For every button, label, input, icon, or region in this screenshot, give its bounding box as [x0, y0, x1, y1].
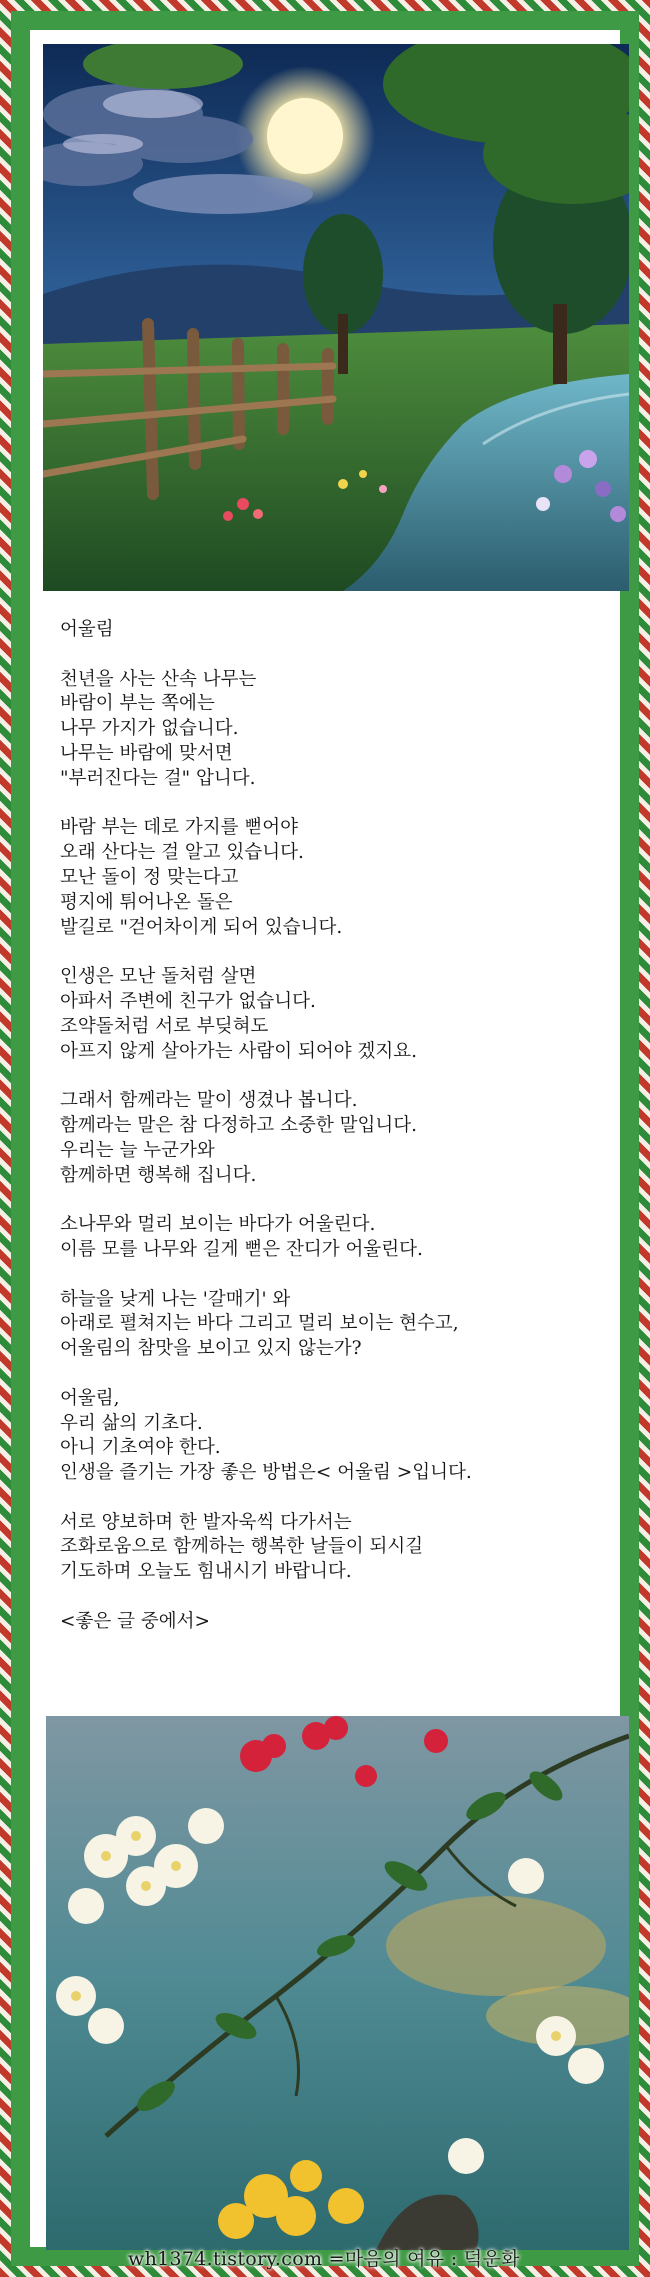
- poem-line: 조약돌처럼 서로 부딪혀도: [60, 1015, 269, 1037]
- poem-line: 오래 산다는 걸 알고 있습니다.: [60, 842, 304, 864]
- poem-stanza: [60, 1288, 620, 1362]
- poem-line: 바람이 부는 쪽에는: [60, 693, 215, 715]
- poem-line: 함께하면 행복해 집니다.: [60, 1164, 257, 1186]
- poem-line: 모난 돌이 정 맞는다고: [60, 866, 239, 888]
- poem-line: 아래로 펼쳐지는 바다 그리고 멀리 보이는 현수고,: [60, 1313, 459, 1335]
- credit-caption: wh1374.tistory.com =마음의 여유 : 덕운화: [128, 2248, 520, 2270]
- content-paper: [30, 30, 620, 2270]
- poem-line: 하늘을 낮게 나는 '갈매기' 와: [60, 1288, 291, 1310]
- top-illustration-moonlit-garden: [43, 44, 629, 591]
- poem-line: 나무는 바람에 맞서면: [60, 742, 233, 764]
- poem-line: 어울림의 참맛을 보이고 있지 않는가?: [60, 1338, 362, 1360]
- poem-stanza: [60, 1089, 620, 1188]
- poem-line: 이름 모를 나무와 길게 뻗은 잔디가 어울린다.: [60, 1238, 423, 1260]
- poem-stanza: [60, 1213, 620, 1263]
- poem-line: 우리 삶의 기초다.: [60, 1412, 203, 1434]
- poem-line: "부러진다는 걸" 압니다.: [60, 767, 256, 789]
- poem-line: 어울림,: [60, 1387, 120, 1409]
- poem-line: 우리는 늘 누군가와: [60, 1139, 215, 1161]
- bottom-illustration-flowers: [46, 1716, 629, 2250]
- poem-stanza: [60, 816, 620, 940]
- poem-stanza: [60, 1387, 620, 1486]
- poem-title: 어울림: [60, 619, 114, 640]
- poem-line: 그래서 함께라는 말이 생겼나 봅니다.: [60, 1090, 358, 1112]
- flowers-image: [46, 1716, 629, 2250]
- moonlit-garden-image: [43, 44, 629, 591]
- poem-line: 나무 가지가 없습니다.: [60, 718, 239, 740]
- poem-line: 기도하며 오늘도 힘내시기 바랍니다.: [60, 1561, 352, 1583]
- poem-stanza: [60, 1511, 620, 1585]
- poem-line: 발길로 "걷어차이게 되어 있습니다.: [60, 916, 343, 938]
- poem-line: 평지에 튀어나온 돌은: [60, 891, 233, 913]
- poem-line: 조화로움으로 함께하는 행복한 날들이 되시길: [60, 1536, 424, 1558]
- poem-line: 아니 기초여야 한다.: [60, 1437, 221, 1459]
- poem-text-block: [60, 618, 620, 1635]
- poem-line: 아파서 주변에 친구가 없습니다.: [60, 990, 316, 1012]
- poem-line: 바람 부는 데로 가지를 뻗어야: [60, 817, 298, 839]
- poem-stanza: [60, 668, 620, 792]
- poem-line: 아프지 않게 살아가는 사람이 되어야 겠지요.: [60, 1040, 417, 1062]
- poem-line: 함께라는 말은 참 다정하고 소중한 말입니다.: [60, 1114, 417, 1136]
- poem-line: 인생은 모난 돌처럼 살면: [60, 966, 257, 988]
- poem-stanza: [60, 965, 620, 1064]
- poem-source: <좋은 글 중에서>: [60, 1610, 210, 1632]
- poem-line: 인생을 즐기는 가장 좋은 방법은< 어울림 >입니다.: [60, 1462, 472, 1484]
- poem-line: 서로 양보하며 한 발자욱씩 다가서는: [60, 1511, 352, 1533]
- frame-inner-border: [11, 11, 639, 2270]
- poem-line: 소나무와 멀리 보이는 바다가 어울린다.: [60, 1214, 376, 1236]
- poem-line: 천년을 사는 산속 나무는: [60, 668, 257, 690]
